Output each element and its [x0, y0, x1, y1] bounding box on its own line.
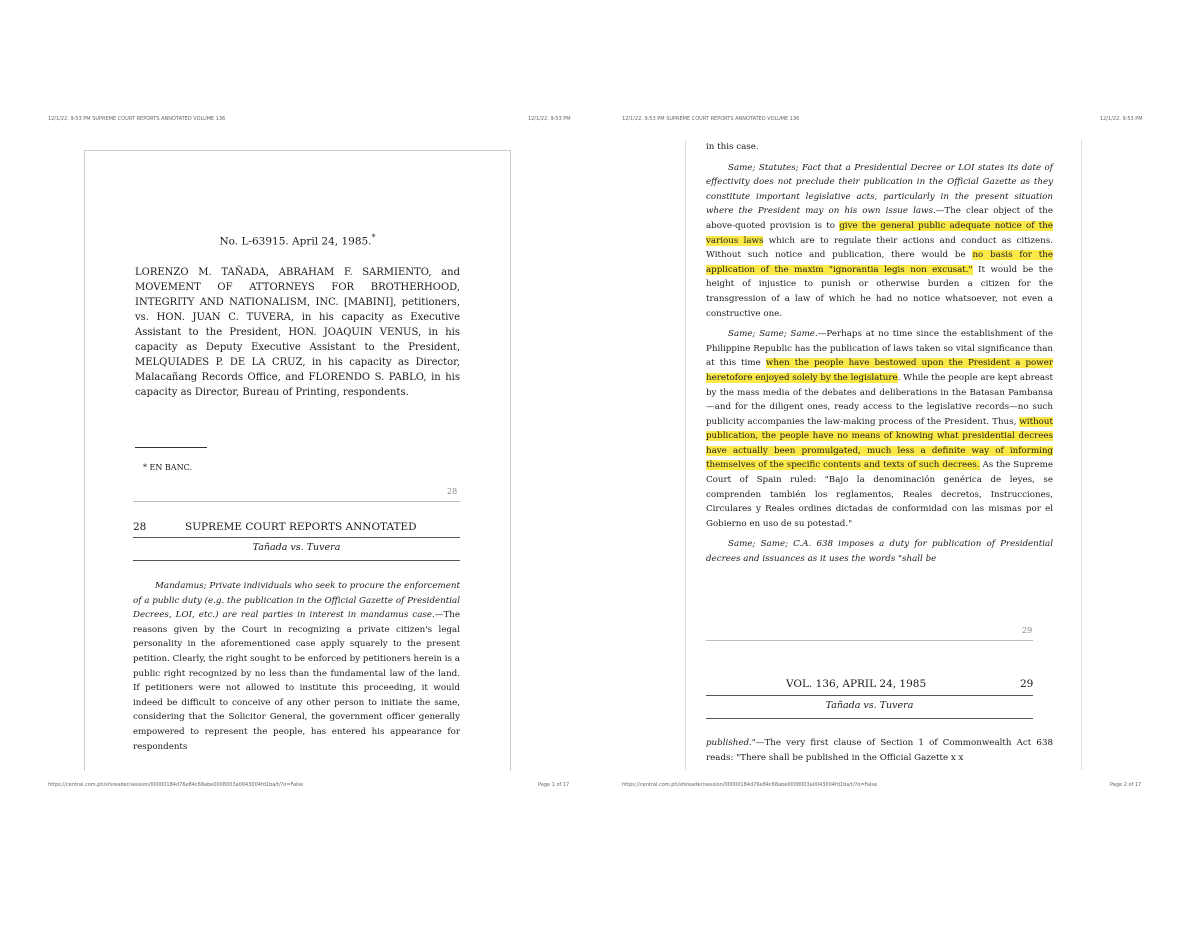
- case-parties: LORENZO M. TAÑADA, ABRAHAM F. SARMIENTO, and MOVEMENT OF ATTORNEYS FOR BROTHERHOOD, INTEGRITY AND NATIONALISM, INC. [MABINI], petitioners, vs. HON. JUAN C. TUVERA, in his capacity as Executive Assistant to the President, HON. JOAQUIN VENUS, in his capacity as Deputy Executive Assistant to the President, MELQUIADES P. DE LA CRUZ, in his capacity as Director, Malacañang Records Office, and FLORENDO S. PABLO, in his capacity as Director, Bureau of Printing, respondents.: [135, 267, 460, 398]
- print-header-left-date: 12/1/22, 9:53 PM: [528, 116, 571, 122]
- print-header-left: 12/1/22, 9:53 PM SUPREME COURT REPORTS ANNOTATED VOLUME 136: [48, 116, 226, 122]
- print-footer-right-url[interactable]: https://central.com.ph/sfsreader/session/00000184d76e84c68abe0008003a0043004fd1ba/t/?o=False: [622, 782, 878, 788]
- footnote-divider: [135, 447, 207, 448]
- statutes-text-c: It would be the height of injustice to punish or otherwise burden a citizen for the transgression of a law of which he had no notice whatsoever, not even a constructive one.: [706, 264, 1054, 319]
- print-header-right-date: 12/1/22, 9:53 PM: [1100, 116, 1143, 122]
- statutes-headnote: Same; Statutes; Fact that a Presidential Decree or LOI states its date of effectivity does not preclude their publication in the Official Gazette as they constitute important legislative acts, particularly in the present situation where the President may on his own issue laws.: [706, 162, 1053, 217]
- ca638-text: —The very first clause of Section 1 of Commonwealth Act 638 reads: "There shall be published in the Official Gazette x x: [706, 738, 1053, 763]
- ca638-continuation: [706, 736, 1053, 765]
- running-head-rule: [133, 537, 460, 538]
- same-text-c: As the Supreme Court of Spain ruled: "Bajo la denominación genérica de leyes, se comprenden también los reglamentos, Reales decretos, Instrucciones, Circulares y Reales ordines dictadas de conformidad con las mismas por el Gobierno en uso de su potestad.": [706, 460, 1053, 529]
- right-document-page: [685, 140, 1082, 770]
- syllabus-statutes: [706, 140, 1053, 567]
- running-subhead: Tañada vs. Tuvera: [252, 542, 341, 553]
- print-footer-right-page: Page 2 of 17: [1110, 782, 1142, 788]
- running-head-title-right: VOL. 136, APRIL 24, 1985: [786, 678, 927, 690]
- syllabus-mandamus-text: —The reasons given by the Court in recognizing a private citizen's legal personality in the aforementioned case apply squarely to the present petition. Clearly, the right sought to be enforced by petitioners herein is a public right recognized by no less than the fundamental law of the land. If petitioners were not allowed to institute this proceeding, it would indeed be difficult to conceive of any other person to initiate the same, considering that the Solicitor General, the government officer generally empowered to represent the people, has entered his appearance for respondents: [133, 610, 460, 752]
- ca638-headnote: Same; Same; C.A. 638 imposes a duty for publication of Presidential decrees and issuances as it uses the words "shall be: [706, 539, 1053, 565]
- page-number-bottom-right: 29: [1022, 626, 1033, 635]
- running-head-rule-right: [706, 695, 1033, 696]
- ca638-headnote-end: published.": [706, 738, 756, 748]
- statutes-text-a: —The clear object of the above-quoted provision is to: [706, 206, 1053, 231]
- same-text-a: —Perhaps at no time since the establishment of the Philippine Republic has the publication of laws taken so vital significance than at this time: [706, 329, 1053, 369]
- continuation-text: in this case.: [706, 142, 759, 152]
- highlight-adequate-notice[interactable]: give the general public adequate notice of the various laws: [706, 220, 1053, 246]
- page-number-bottom: 28: [447, 487, 458, 496]
- footnote-mark: *: [371, 233, 376, 242]
- running-head-number: 28: [133, 521, 147, 533]
- running-head-number-right: 29: [1020, 678, 1034, 690]
- same-text-b: . While the people are kept abreast by the mass media of the debates and deliberations in the Batasan Pambansa—and for the diligent ones, ready access to the legislative records—no such publicity accompanies the law-making process of the President. Thus,: [706, 372, 1053, 427]
- case-number: [85, 233, 510, 248]
- syllabus-mandamus: [133, 579, 460, 754]
- same-headnote: Same; Same; Same.: [728, 329, 818, 340]
- page-break-rule: [133, 501, 460, 502]
- running-head-title: SUPREME COURT REPORTS ANNOTATED: [185, 521, 417, 533]
- footnote: * EN BANC.: [143, 463, 192, 472]
- running-subhead-right: Tañada vs. Tuvera: [825, 700, 914, 711]
- left-document-page: [84, 150, 511, 771]
- page-break-rule-right: [706, 640, 1033, 641]
- highlight-without-publication[interactable]: without publication, the people have no means of knowing what presidential decrees have actually been promulgated, much less a definite way of informing themselves of the specific contents and texts of such decrees.: [706, 416, 1053, 471]
- running-subhead-rule: [133, 560, 460, 561]
- case-number-text: No. L-63915. April 24, 1985.: [219, 235, 372, 248]
- statutes-text-b: which are to regulate their actions and conduct as citizens. Without such notice and publication, there would be: [706, 235, 1053, 261]
- print-footer-left-url[interactable]: https://central.com.ph/sfsreader/session/00000184d76e84c68abe0008003a0043004fd1ba/t/?o=False: [48, 782, 304, 788]
- running-subhead-rule-right: [706, 718, 1033, 719]
- highlight-president-power[interactable]: when the people have bestowed upon the President a power heretofore enjoyed solely by the legislature: [706, 358, 1053, 383]
- print-footer-left-page: Page 1 of 17: [538, 782, 570, 788]
- syllabus-mandamus-headnote: Mandamus; Private individuals who seek to procure the enforcement of a public duty (e.g. the publication in the Official Gazette of Presidential Decrees, LOI, etc.) are real parties in interest in mandamus case.: [133, 581, 460, 621]
- highlight-ignorantia-legis[interactable]: no basis for the application of the maxim "ignorantia legis non excusat.": [706, 250, 1053, 275]
- print-header-right: 12/1/22, 9:53 PM SUPREME COURT REPORTS ANNOTATED VOLUME 136: [622, 116, 800, 122]
